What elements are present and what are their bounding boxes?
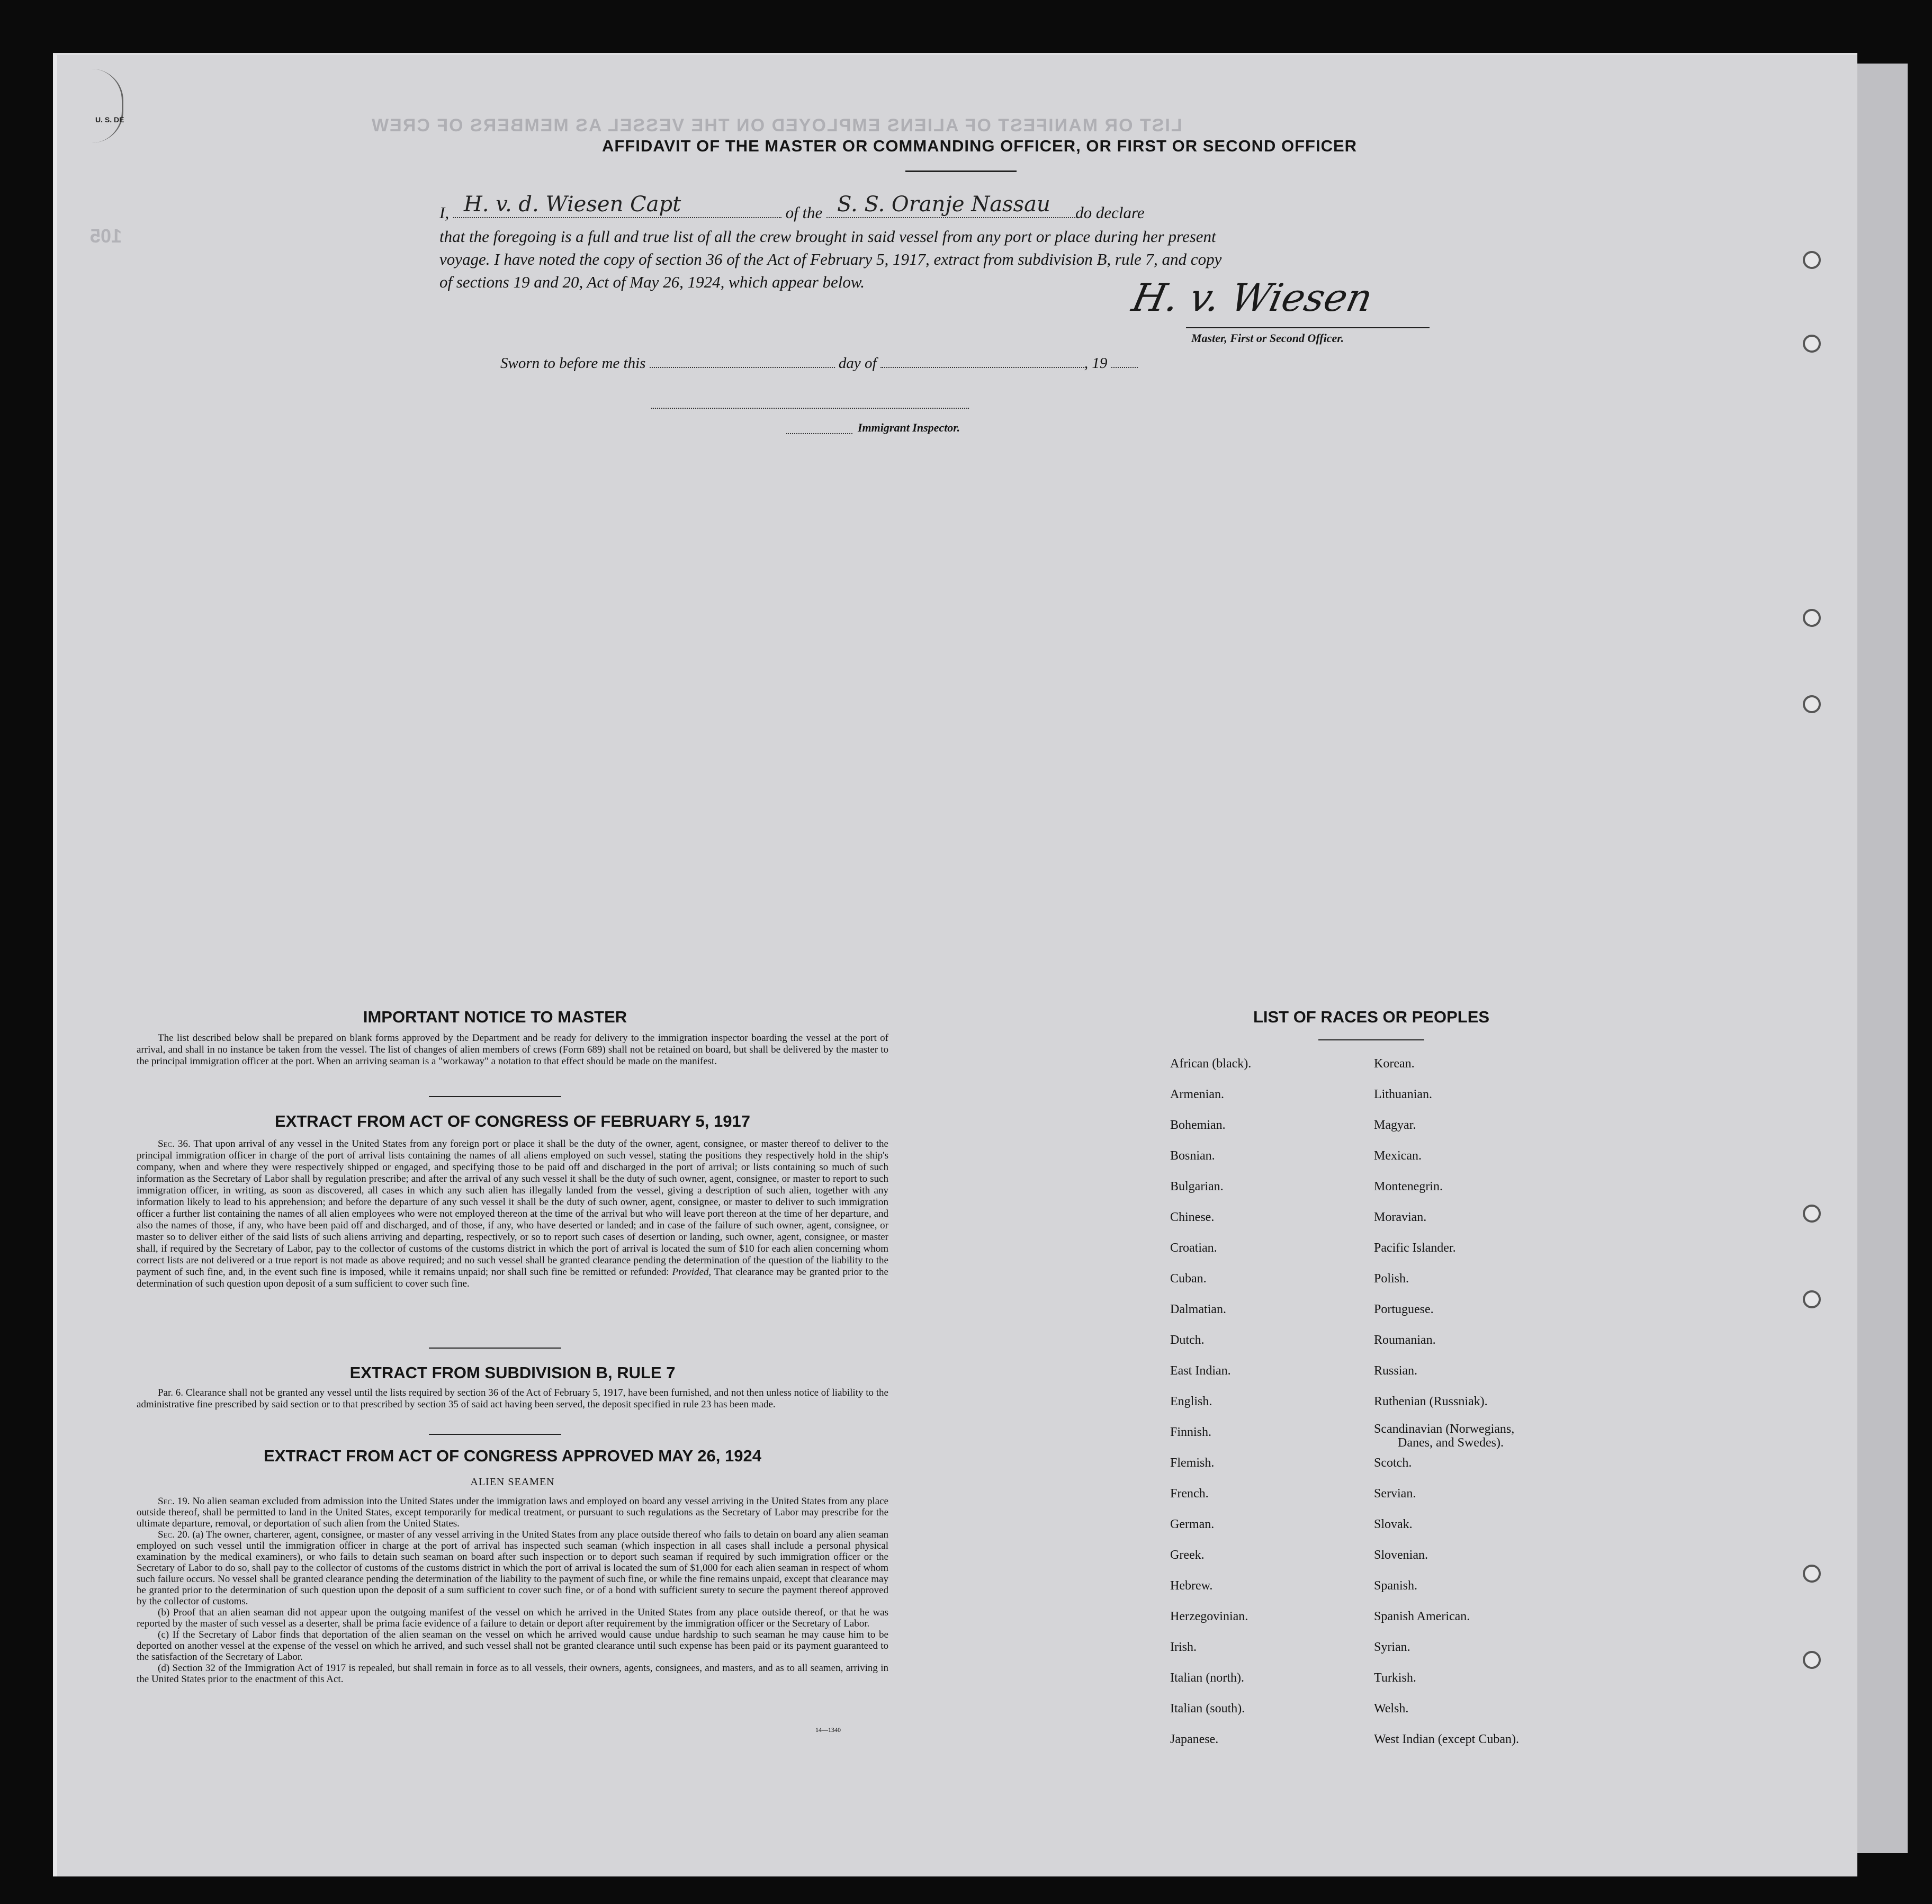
race-item: Hebrew.: [1170, 1579, 1213, 1593]
affidavit-line-4: of sections 19 and 20, Act of May 26, 1924, which appear below.: [439, 273, 865, 291]
extract-1917-title: EXTRACT FROM ACT OF CONGRESS OF FEBRUARY 5, 1917: [275, 1112, 750, 1130]
race-item: Mexican.: [1374, 1149, 1422, 1163]
master-signature: H. v. Wiesen: [1128, 275, 1377, 320]
race-item: West Indian (except Cuban).: [1374, 1732, 1519, 1746]
race-item: Finnish.: [1170, 1425, 1212, 1439]
race-item: Armenian.: [1170, 1088, 1224, 1101]
race-item: Russian.: [1374, 1364, 1418, 1378]
race-item: Bohemian.: [1170, 1118, 1226, 1132]
rule7-rule: [429, 1434, 561, 1435]
page-tab: [69, 69, 123, 143]
race-item: Servian.: [1374, 1487, 1416, 1501]
title-rule: [905, 170, 1017, 172]
race-item: Scotch.: [1374, 1456, 1412, 1470]
extract-1924-title: EXTRACT FROM ACT OF CONGRESS APPROVED MAY 26, 1924: [264, 1447, 761, 1465]
race-item: Japanese.: [1170, 1732, 1219, 1746]
rule7-text: Par. 6. Clearance shall not be granted any vessel until the lists required by section 36 of the Act of February 5, 1917, have been furnished, and not then unless notice of liability to the administrative fine prescribed by said section or to that prescribed by section 35 of said act having been served, the deposit specified in rule 23 has been made.: [137, 1387, 888, 1410]
race-item: Magyar.: [1374, 1118, 1416, 1132]
race-item: Bosnian.: [1170, 1149, 1215, 1163]
inspector-label: Immigrant Inspector.: [858, 421, 960, 434]
race-item: African (black).: [1170, 1057, 1252, 1071]
race-item: Polish.: [1374, 1272, 1409, 1286]
proviso: Provided,: [672, 1267, 712, 1278]
race-item-continuation: Danes, and Swedes).: [1398, 1436, 1504, 1450]
punch-hole: [1803, 1290, 1821, 1308]
bleed-through-number: 105: [90, 225, 122, 247]
race-item: Roumanian.: [1374, 1333, 1436, 1347]
section-20-b: (b) Proof that an alien seaman did not appear upon the outgoing manifest of the vessel on which he arrived in the United States from any place outside thereof, or that he was reported by the master of such vessel as a deserter, shall be prima facie evidence of a failure to detain or deport after requirement by the immigration officer or the Secretary of Labor.: [137, 1607, 888, 1629]
notice-title: IMPORTANT NOTICE TO MASTER: [363, 1008, 627, 1026]
affidavit-title: AFFIDAVIT OF THE MASTER OR COMMANDING OFFICER, OR FIRST OR SECOND OFFICER: [601, 137, 1358, 155]
signature-label: Master, First or Second Officer.: [1191, 331, 1344, 345]
punch-hole: [1803, 1565, 1821, 1583]
race-item: Slovenian.: [1374, 1548, 1428, 1562]
race-item: Italian (north).: [1170, 1671, 1244, 1685]
signature-line: [1186, 327, 1430, 328]
race-item: Herzegovinian.: [1170, 1610, 1248, 1623]
punch-hole: [1803, 335, 1821, 353]
section-36-body: That upon arrival of any vessel in the United States from any foreign port or place it shall be the duty of the owner, agent, consignee, or master thereof to deliver to the principal immigration officer in charge of the port of arrival lists containing the names of all aliens employed on such vessel, stating the positions they respectively hold in the ship's company, when and where they were respectively shipped or engaged, and specifying those to be paid off and discharged in the port of arrival; or lists containing so much of such information as the Secretary of Labor shall by regulation prescribe; and after the arrival of any such vessel it shall be the duty of such owner, agent, consignee, or master to report to such immigration officer, in writing, as soon as discovered, all cases in which any such alien has illegally landed from the vessel, giving a description of such alien, together with any information likely to lead to his apprehension; and before the departure of any such vessel it shall be the duty of such owner, agent, consignee, or master to deliver to such immigration officer a further list containing the names of all alien employees who were not employed thereon at the time of the arrival but who will leave port thereon at the time of her departure, and also the names of those, if any, who have been paid off and discharged, and of those, if any, who have deserted or landed; and in case of the failure of such owner, agent, consignee, or master so to deliver either of the said lists of such aliens arriving and departing, respectively, or so to report such cases of desertion or landing, such owner, agent, consignee, or master shall, if required by the Secretary of Labor, pay to the collector of customs of the customs district in which the port of arrival is located the sum of $10 for each alien concerning whom correct lists are not delivered or a true report is not made as above required; and no such vessel shall be granted clearance pending the determination of the question of the liability to the payment of such fine, and, in the event such fine is imposed, while it remains unpaid; nor shall such fine be remitted or refunded:: [137, 1138, 888, 1278]
race-item: Scandinavian (Norwegians,: [1374, 1422, 1515, 1436]
punch-hole: [1803, 251, 1821, 269]
race-item: English.: [1170, 1395, 1212, 1408]
race-item: Welsh.: [1374, 1702, 1409, 1716]
race-item: Syrian.: [1374, 1640, 1410, 1654]
section-19-label: Sec. 19.: [158, 1496, 190, 1507]
officer-name-handwritten: H. v. d. Wiesen Capt: [463, 192, 681, 217]
alien-seamen-subtitle: ALIEN SEAMEN: [470, 1476, 555, 1488]
section-36-end: That clearance may be granted prior to the determination of such question upon deposit of a sum sufficient to cover such fine.: [137, 1267, 888, 1289]
notice-text: The list described below shall be prepared on blank forms approved by the Department and be ready for delivery to the immigration inspector boarding the vessel at the port of arrival, and shall in no instance be taken from the vessel. The list of changes of alien members of crews (Form 689) shall not be retained on board, but shall be delivered by the master to the principal immigration officer at the port. When an arriving seaman is a "workaway" a notation to that effect should be made on the manifest.: [137, 1032, 888, 1067]
race-item: Dutch.: [1170, 1333, 1205, 1347]
form-number: 14—1340: [815, 1726, 841, 1734]
affidavit-line-1: [439, 192, 1456, 224]
race-item: Pacific Islander.: [1374, 1241, 1456, 1255]
extract-1924-text: [137, 1496, 888, 1685]
race-item: Greek.: [1170, 1548, 1205, 1562]
section-20-d: (d) Section 32 of the Immigration Act of 1917 is repealed, but shall remain in force as to all vessels, their owners, agents, consignees, and masters, and as to all seamen, arriving in the United States prior to the enactment of this Act.: [137, 1663, 888, 1685]
bleed-through-heading: LIST OR MANIFEST OF ALIENS EMPLOYED ON THE VESSEL AS MEMBERS OF CREW: [371, 115, 1182, 136]
race-item: French.: [1170, 1487, 1209, 1501]
race-item: Portuguese.: [1374, 1303, 1434, 1316]
race-item: Slovak.: [1374, 1517, 1413, 1531]
punch-hole: [1803, 1651, 1821, 1669]
section-19-body: No alien seaman excluded from admission into the United States under the immigration laws and employed on board any vessel arriving in the United States from any place outside thereof, shall be permitted to land in the United States, except temporarily for medical treatment, or pursuant to such regulations as the Secretary of Labor may prescribe for the ultimate departure, removal, or deportation of such alien from the United States.: [137, 1496, 888, 1529]
race-item: Korean.: [1374, 1057, 1415, 1071]
affidavit-do-declare: do declare: [1075, 203, 1145, 222]
race-item: Flemish.: [1170, 1456, 1215, 1470]
notice-rule: [429, 1096, 561, 1097]
extract-1917-text: [137, 1138, 888, 1290]
race-item: Moravian.: [1374, 1210, 1427, 1224]
rule7-title: EXTRACT FROM SUBDIVISION B, RULE 7: [349, 1363, 676, 1382]
affidavit-i: I,: [439, 203, 450, 222]
section-20-c: (c) If the Secretary of Labor finds that deportation of the alien seaman on the vessel on which he arrived would cause undue hardship to such seaman he may cause him to be deported on another vessel at the expense of the vessel on which he arrived, and such vessel shall not be granted clearance until such expense has been paid or its payment guaranteed to the satisfaction of the Secretary of Labor.: [137, 1629, 888, 1663]
races-rule: [1318, 1039, 1424, 1040]
races-title: LIST OF RACES OR PEOPLES: [1253, 1008, 1490, 1026]
punch-hole: [1803, 695, 1821, 713]
affidavit-of-the: of the: [785, 203, 823, 222]
inspector-signature-line: [651, 408, 969, 409]
punch-hole: [1803, 1205, 1821, 1223]
race-item: Spanish American.: [1374, 1610, 1470, 1623]
race-item: Lithuanian.: [1374, 1088, 1432, 1101]
department-prefix: U. S. DE: [95, 115, 124, 124]
race-item: Ruthenian (Russniak).: [1374, 1395, 1488, 1408]
punch-hole: [1803, 609, 1821, 627]
race-item: German.: [1170, 1517, 1215, 1531]
race-item: Croatian.: [1170, 1241, 1217, 1255]
race-item: Dalmatian.: [1170, 1303, 1226, 1316]
race-item: Montenegrin.: [1374, 1180, 1443, 1193]
section-20-a: (a) The owner, charterer, agent, consignee, or master of any vessel arriving in the United States from any place outside thereof who fails to detain on board any alien seaman employed on such vessel until the immigration officer in charge at the port of arrival has inspected such seaman (which inspection in all cases shall include a personal physical examination by the medical examiners), or who fails to detain such seaman on board after such inspection or to deport such seaman if required by such immigration officer or the Secretary of Labor to do so, shall pay to the collector of customs of the customs district in which the port of arrival is located the sum of $1,000 for each alien seaman in respect of whom such failure occurs. No vessel shall be granted clearance pending the determination of the liability to the payment of such fine, or while the fine remains unpaid, except that clearance may be granted prior to the determination of such question upon the deposit of a sum sufficient to cover such fine, or of a bond with sufficient surety to secure the payment thereof approved by the collector of customs.: [137, 1529, 889, 1607]
extract-1917-rule: [429, 1348, 561, 1349]
section-20-label: Sec. 20.: [158, 1529, 190, 1540]
race-item: Italian (south).: [1170, 1702, 1245, 1716]
sworn-line: [500, 352, 1138, 375]
race-item: Bulgarian.: [1170, 1180, 1224, 1193]
sworn-prefix: Sworn to before me this: [500, 355, 646, 372]
affidavit-line-3: voyage. I have noted the copy of section 36 of the Act of February 5, 1917, extract from subdivision B, rule 7, and copy: [439, 250, 1222, 268]
sworn-day-of: day of: [838, 355, 877, 372]
inspector-dots: [786, 433, 852, 434]
race-item: Spanish.: [1374, 1579, 1418, 1593]
affidavit-line-2: that the foregoing is a full and true list of all the crew brought in said vessel from any port or place during her present: [439, 227, 1216, 246]
sworn-year: , 19: [1084, 355, 1108, 372]
race-item: East Indian.: [1170, 1364, 1231, 1378]
section-36-label: Sec. 36.: [158, 1138, 191, 1149]
vessel-name-handwritten: S. S. Oranje Nassau: [837, 192, 1050, 217]
race-item: Cuban.: [1170, 1272, 1207, 1286]
race-item: Turkish.: [1374, 1671, 1416, 1685]
race-item: Irish.: [1170, 1640, 1197, 1654]
race-item: Chinese.: [1170, 1210, 1215, 1224]
